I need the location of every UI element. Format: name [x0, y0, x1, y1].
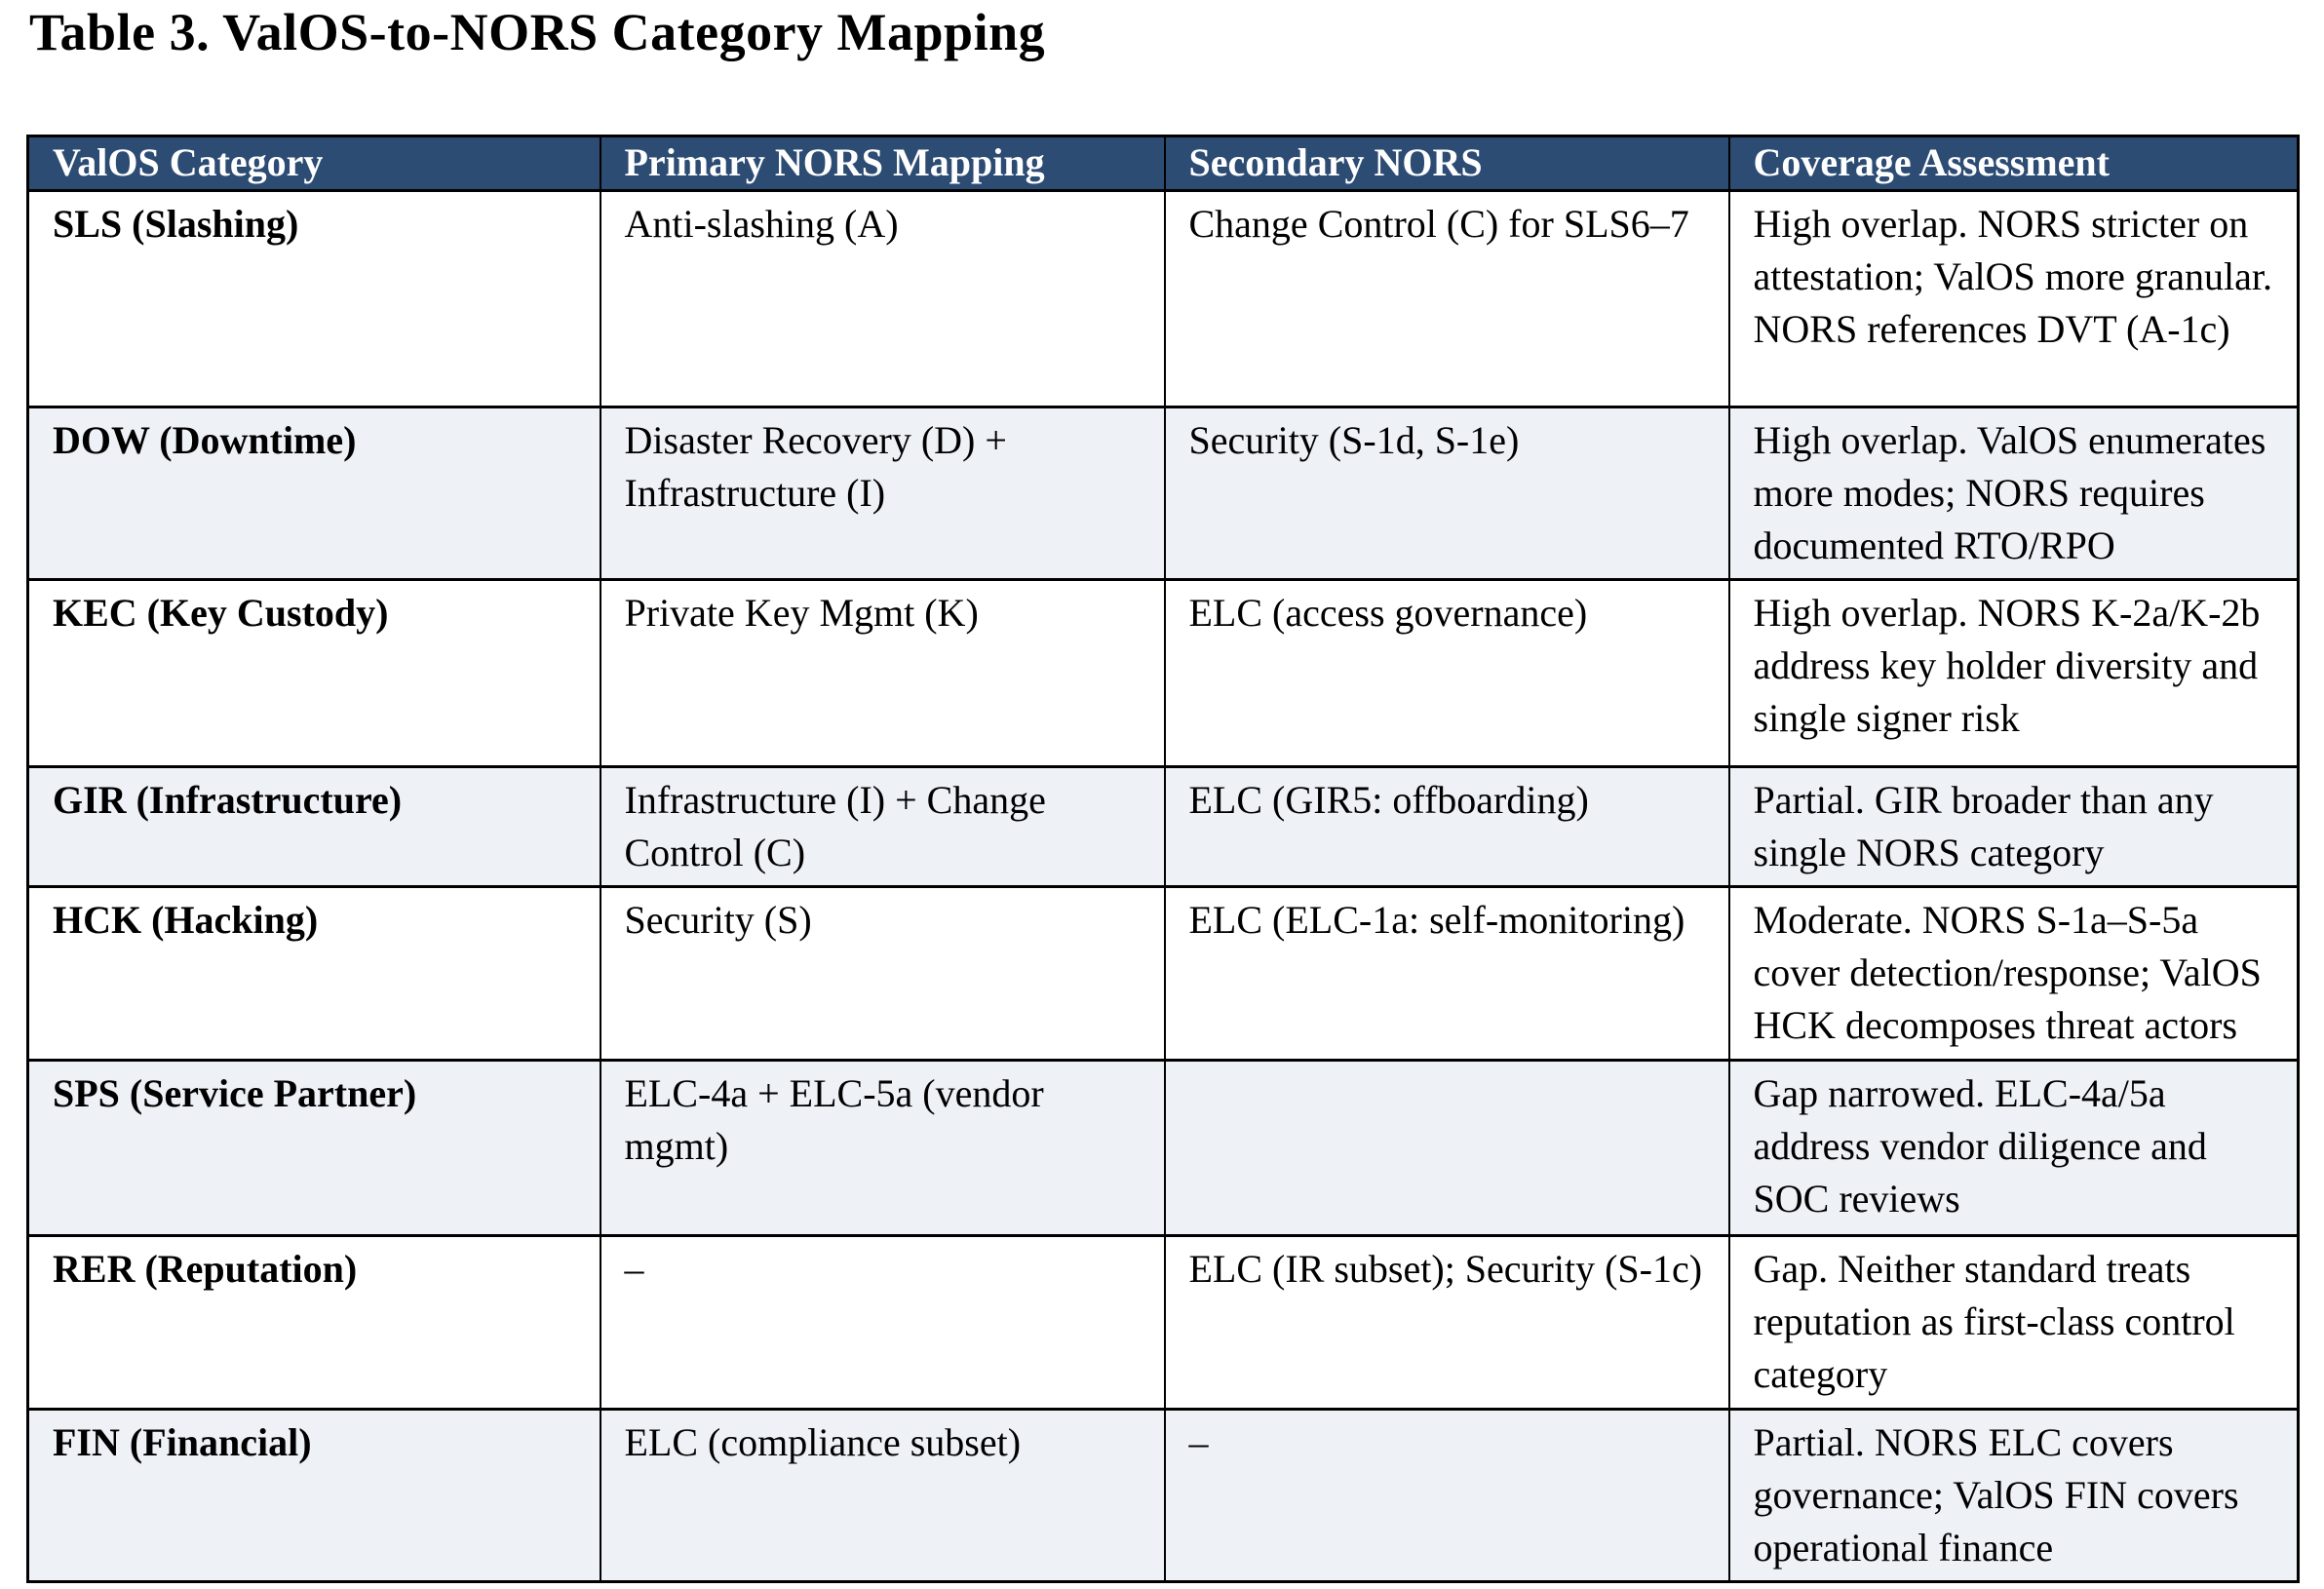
cell-primary-nors: –: [600, 1236, 1165, 1410]
table-header: [28, 136, 2299, 191]
cell-primary-nors: ELC (compliance subset): [600, 1410, 1165, 1582]
table-row: [28, 407, 2299, 580]
cell-primary-nors: Disaster Recovery (D) + Infrastructure (I): [600, 407, 1165, 580]
cell-secondary-nors: Change Control (C) for SLS6–7: [1165, 191, 1729, 407]
cell-valos-category: SLS (Slashing): [28, 191, 600, 407]
table-body: [28, 191, 2299, 1582]
header-row: [28, 136, 2299, 191]
cell-secondary-nors: ELC (GIR5: offboarding): [1165, 767, 1729, 887]
cell-coverage: Gap. Neither standard treats reputation as first-class control category: [1729, 1236, 2299, 1410]
table-row: [28, 1236, 2299, 1410]
cell-coverage: Partial. NORS ELC covers governance; ValOS FIN covers operational finance: [1729, 1410, 2299, 1582]
cell-primary-nors: Private Key Mgmt (K): [600, 580, 1165, 767]
cell-secondary-nors: ELC (access governance): [1165, 580, 1729, 767]
cell-coverage: High overlap. NORS stricter on attestation; ValOS more granular. NORS references DVT (A-1c): [1729, 191, 2299, 407]
table-row: [28, 1061, 2299, 1236]
cell-coverage: High overlap. NORS K-2a/K-2b address key holder diversity and single signer risk: [1729, 580, 2299, 767]
cell-secondary-nors: [1165, 1061, 1729, 1236]
cell-secondary-nors: Security (S-1d, S-1e): [1165, 407, 1729, 580]
cell-coverage: High overlap. ValOS enumerates more modes; NORS requires documented RTO/RPO: [1729, 407, 2299, 580]
cell-primary-nors: Anti-slashing (A): [600, 191, 1165, 407]
cell-secondary-nors: ELC (IR subset); Security (S-1c): [1165, 1236, 1729, 1410]
cell-valos-category: RER (Reputation): [28, 1236, 600, 1410]
cell-valos-category: KEC (Key Custody): [28, 580, 600, 767]
cell-coverage: Partial. GIR broader than any single NORS category: [1729, 767, 2299, 887]
table-row: [28, 1410, 2299, 1582]
column-header-secondary-nors: Secondary NORS: [1165, 136, 1729, 191]
column-header-primary-nors-mapping: Primary NORS Mapping: [600, 136, 1165, 191]
table-row: [28, 191, 2299, 407]
cell-valos-category: SPS (Service Partner): [28, 1061, 600, 1236]
cell-valos-category: FIN (Financial): [28, 1410, 600, 1582]
cell-valos-category: HCK (Hacking): [28, 887, 600, 1061]
cell-primary-nors: Infrastructure (I) + Change Control (C): [600, 767, 1165, 887]
cell-primary-nors: Security (S): [600, 887, 1165, 1061]
cell-secondary-nors: ELC (ELC-1a: self-monitoring): [1165, 887, 1729, 1061]
table-row: [28, 767, 2299, 887]
cell-coverage: Moderate. NORS S-1a–S-5a cover detection/response; ValOS HCK decomposes threat actors: [1729, 887, 2299, 1061]
table-row: [28, 580, 2299, 767]
cell-valos-category: DOW (Downtime): [28, 407, 600, 580]
table-caption: Table 3. ValOS-to-NORS Category Mapping: [29, 3, 1046, 61]
table-row: [28, 887, 2299, 1061]
cell-coverage: Gap narrowed. ELC-4a/5a address vendor diligence and SOC reviews: [1729, 1061, 2299, 1236]
column-header-coverage-assessment: Coverage Assessment: [1729, 136, 2299, 191]
cell-secondary-nors: –: [1165, 1410, 1729, 1582]
column-header-valos-category: ValOS Category: [28, 136, 600, 191]
cell-primary-nors: ELC-4a + ELC-5a (vendor mgmt): [600, 1061, 1165, 1236]
cell-valos-category: GIR (Infrastructure): [28, 767, 600, 887]
mapping-table: [26, 135, 2300, 1583]
